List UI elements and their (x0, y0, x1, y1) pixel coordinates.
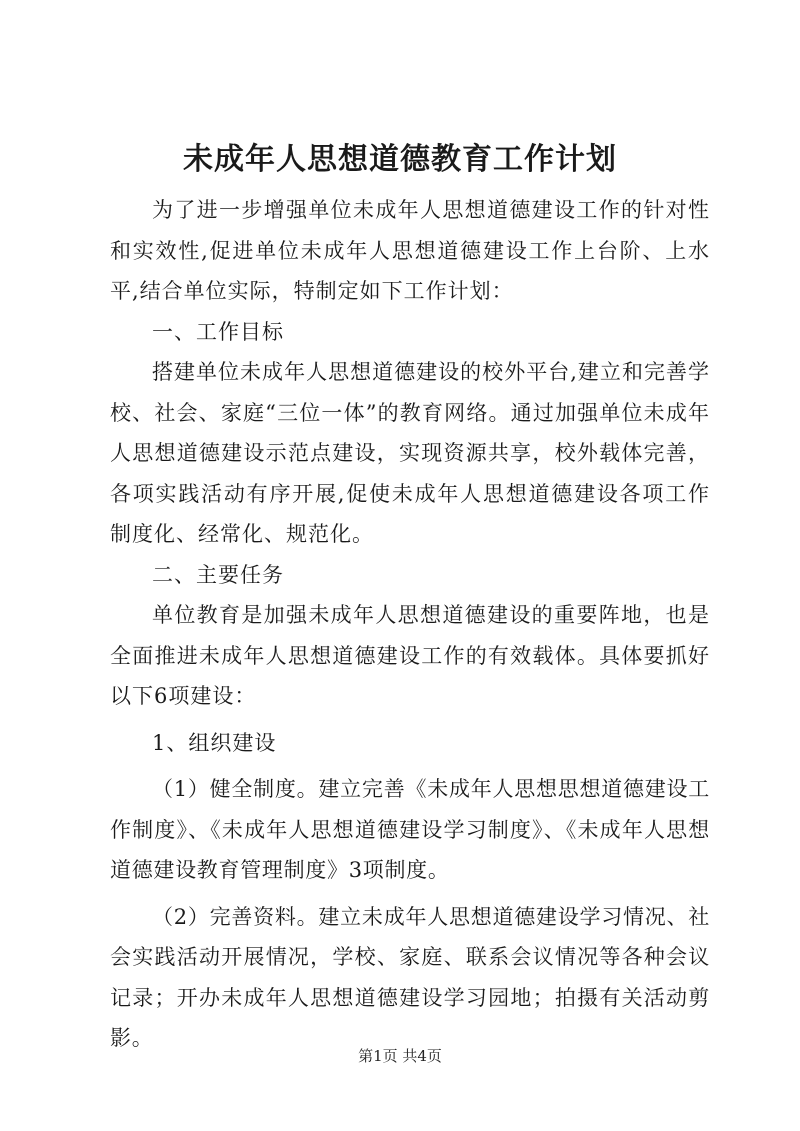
paragraph-goals: 搭建单位未成年人思想道德建设的校外平台,建立和完善学校、社会、家庭“三位一体”的教育网络。通过加强单位未成年人思想道德建设示范点建设，实现资源共享，校外载体完善，各项实践活动有序开展,促使未成年人思想道德建设各项工作制度化、经常化、规范化。 (110, 360, 710, 546)
page-footer: 第1页 共4页 (358, 1047, 442, 1065)
heading-organization-building: 1、组织建设 (152, 730, 277, 755)
heading-work-goals: 一、工作目标 (152, 319, 284, 344)
paragraph-item-1: （1）健全制度。建立完善《未成年人思想思想道德建设工作制度》、《未成年人思想道德建设学习制度》、《未成年人思想道德建设教育管理制度》3项制度。 (110, 777, 710, 882)
paragraph-tasks: 单位教育是加强未成年人思想道德建设的重要阵地，也是全面推进未成年人思想道德建设工作的有效载体。具体要抓好以下6项建设： (110, 603, 710, 708)
paragraph-intro: 为了进一步增强单位未成年人思想道德建设工作的针对性和实效性,促进单位未成年人思想道德建设工作上台阶、上水平,结合单位实际，特制定如下工作计划： (110, 198, 710, 303)
paragraph-item-2: （2）完善资料。建立未成年人思想道德建设学习情况、社会实践活动开展情况，学校、家庭、联系会议情况等各种会议记录；开办未成年人思想道德建设学习园地；拍摄有关活动剪影。 (110, 904, 710, 1050)
document-title: 未成年人思想道德教育工作计划 (183, 142, 617, 177)
document-body (110, 190, 710, 1059)
heading-main-tasks: 二、主要任务 (152, 562, 284, 587)
